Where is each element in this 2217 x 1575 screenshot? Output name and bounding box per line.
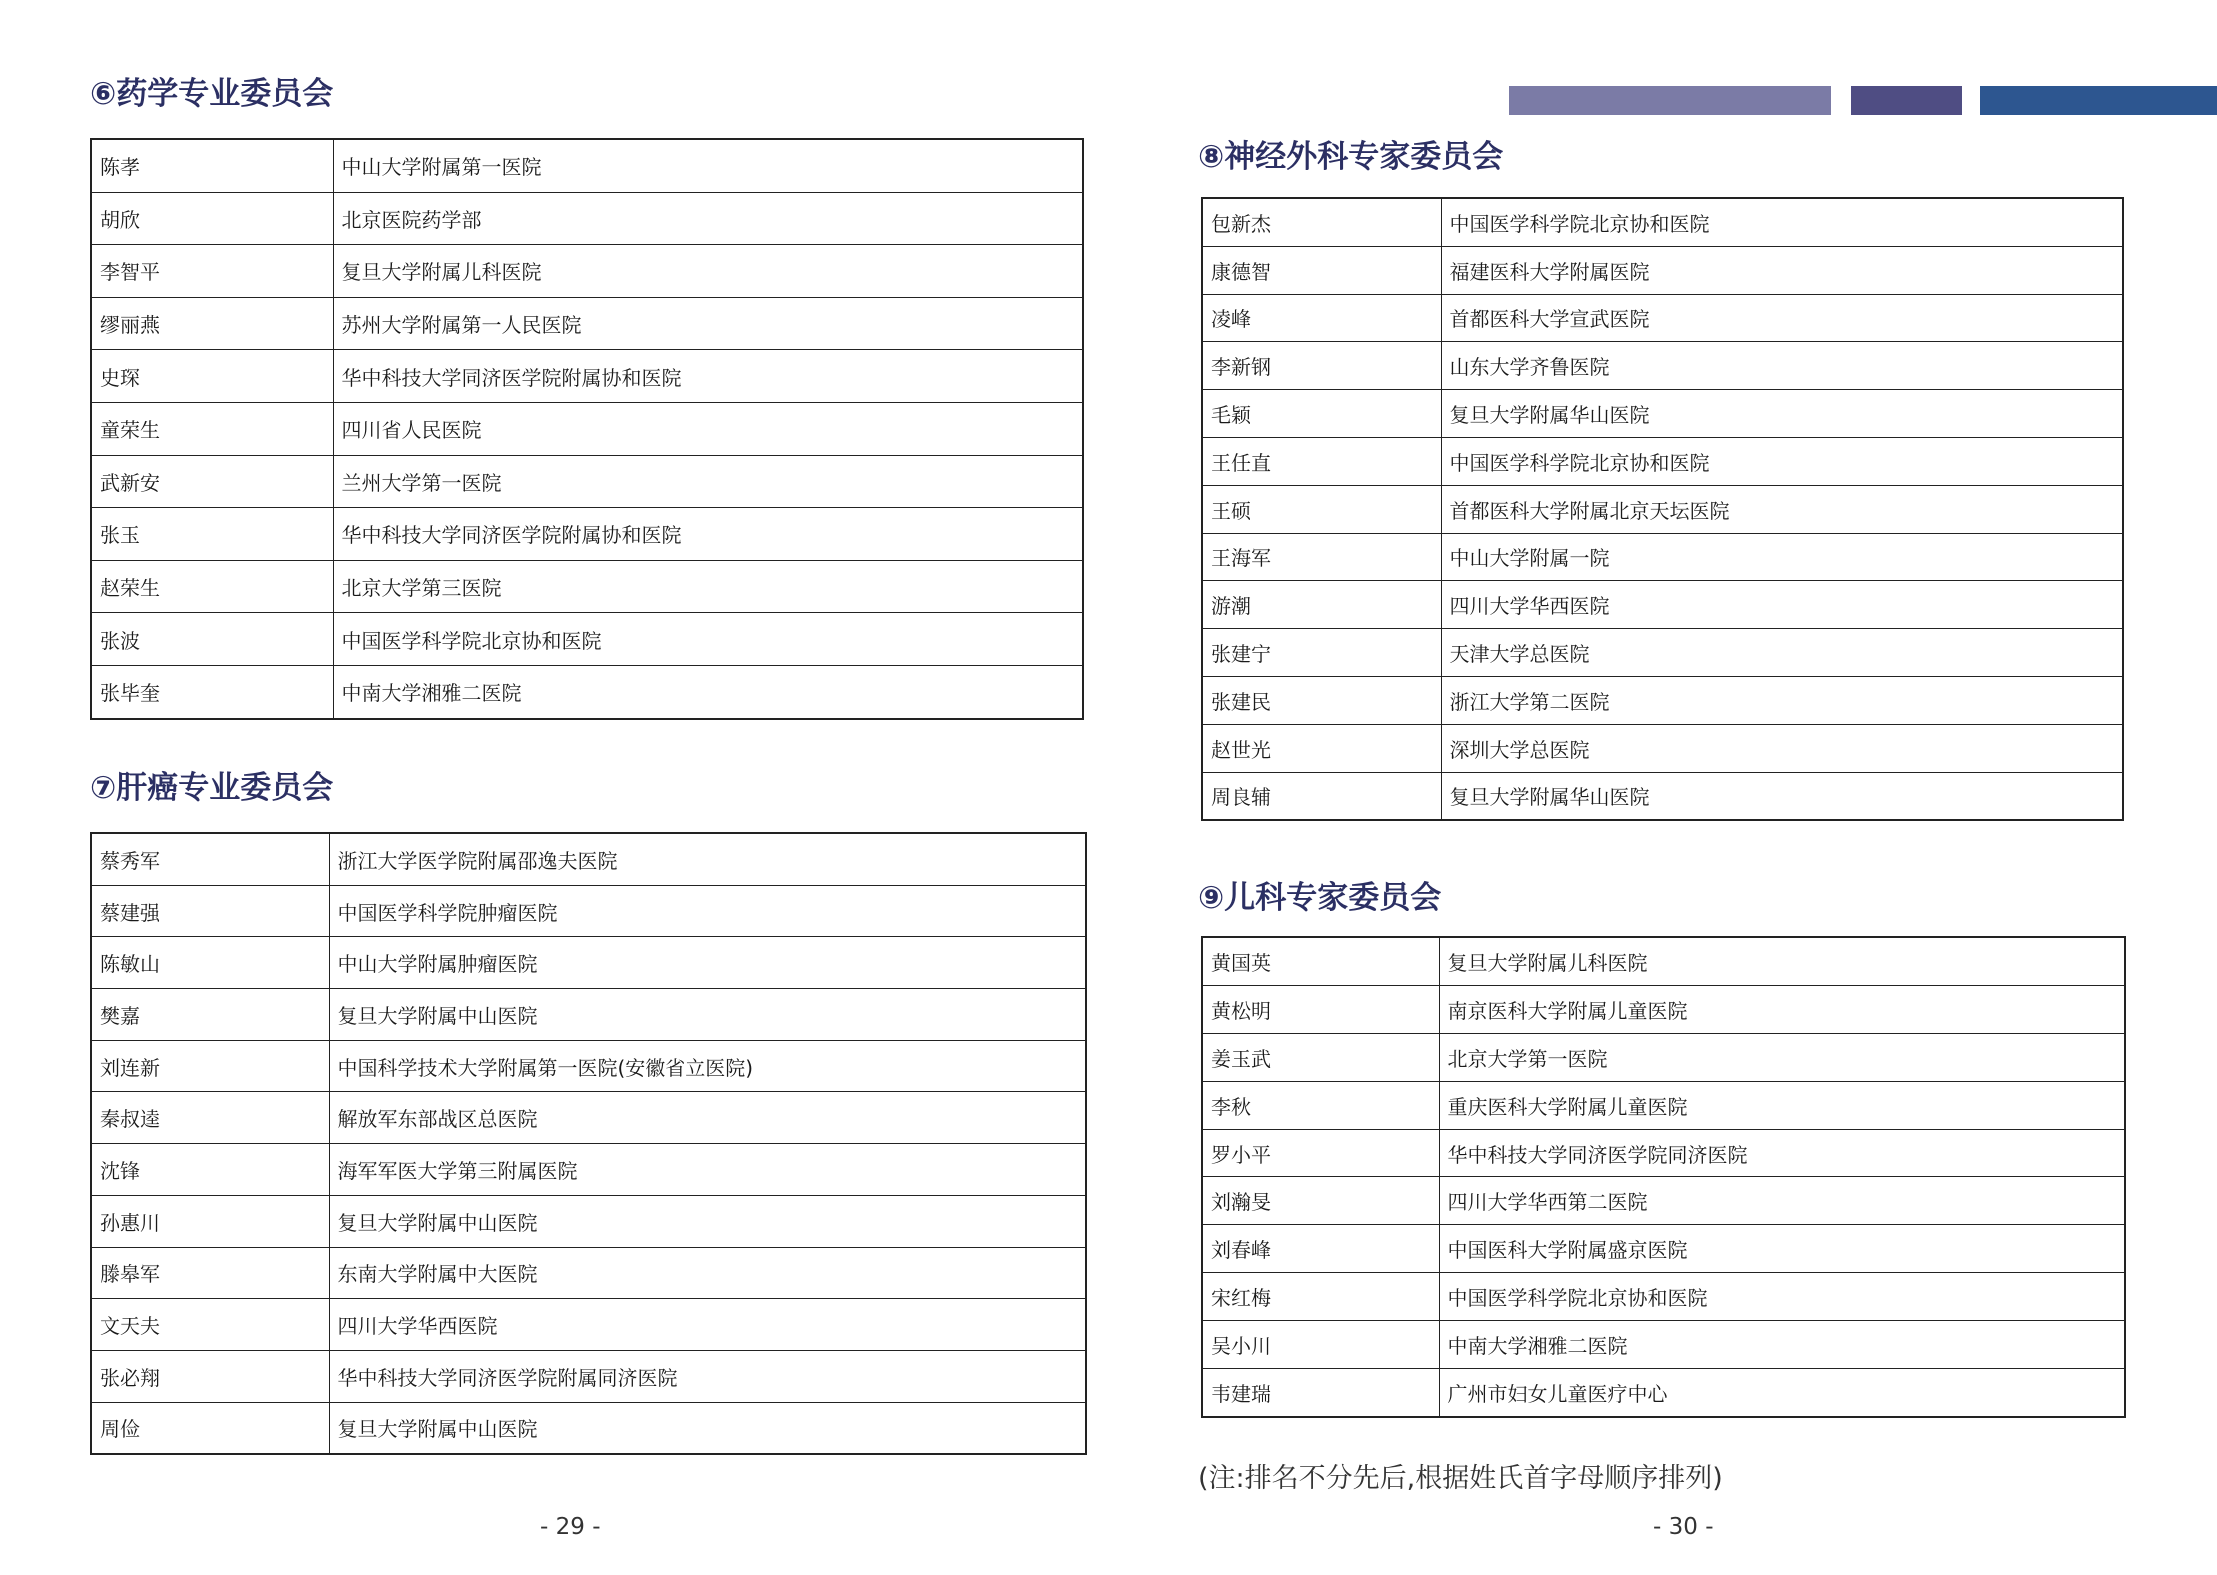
table-row (1202, 1129, 2125, 1177)
member-hospital: 北京大学第三医院 (333, 560, 1083, 613)
member-hospital: 中国医科大学附属盛京医院 (1439, 1225, 2125, 1273)
member-name: 蔡秀军 (91, 833, 329, 885)
member-hospital: 中国医学科学院北京协和医院 (1441, 437, 2123, 485)
member-hospital: 复旦大学附属中山医院 (329, 989, 1086, 1041)
member-name: 张波 (91, 613, 333, 666)
table-row (1202, 772, 2123, 820)
table-row (91, 1092, 1086, 1144)
member-name: 陈敏山 (91, 937, 329, 989)
member-name: 王任直 (1202, 437, 1441, 485)
member-hospital: 华中科技大学同济医学院同济医院 (1439, 1129, 2125, 1177)
table-row (91, 1402, 1086, 1454)
member-hospital: 复旦大学附属中山医院 (329, 1195, 1086, 1247)
member-name: 张玉 (91, 508, 333, 561)
table-row (1202, 937, 2125, 985)
table-row (1202, 246, 2123, 294)
member-name: 沈锋 (91, 1144, 329, 1196)
member-hospital: 南京医科大学附属儿童医院 (1439, 985, 2125, 1033)
table-row (91, 1040, 1086, 1092)
table-row (1202, 676, 2123, 724)
member-hospital: 华中科技大学同济医学院附属协和医院 (333, 350, 1083, 403)
table-row (91, 1195, 1086, 1247)
member-name: 秦叔逵 (91, 1092, 329, 1144)
member-hospital: 中山大学附属一院 (1441, 533, 2123, 581)
member-name: 罗小平 (1202, 1129, 1439, 1177)
member-name: 刘连新 (91, 1040, 329, 1092)
table-row (91, 297, 1083, 350)
member-hospital: 复旦大学附属华山医院 (1441, 772, 2123, 820)
member-hospital: 复旦大学附属儿科医院 (333, 245, 1083, 298)
liver-cancer-committee-table (90, 832, 1087, 1455)
table-row (91, 1299, 1086, 1351)
table-row (91, 833, 1086, 885)
member-name: 吴小川 (1202, 1321, 1439, 1369)
table-row (1202, 985, 2125, 1033)
member-hospital: 浙江大学医学院附属邵逸夫医院 (329, 833, 1086, 885)
page-number-left: - 29 - (540, 1514, 601, 1540)
table-row (1202, 437, 2123, 485)
table-row (1202, 485, 2123, 533)
member-name: 赵世光 (1202, 724, 1441, 772)
member-hospital: 山东大学齐鲁医院 (1441, 342, 2123, 390)
member-hospital: 重庆医科大学附属儿童医院 (1439, 1081, 2125, 1129)
member-name: 文天夫 (91, 1299, 329, 1351)
member-hospital: 中南大学湘雅二医院 (333, 665, 1083, 718)
member-name: 张必翔 (91, 1350, 329, 1402)
member-name: 滕皋军 (91, 1247, 329, 1299)
table-row (1202, 342, 2123, 390)
member-name: 史琛 (91, 350, 333, 403)
member-name: 姜玉武 (1202, 1033, 1439, 1081)
member-hospital: 华中科技大学同济医学院附属协和医院 (333, 508, 1083, 561)
table-row (1202, 198, 2123, 246)
member-name: 宋红梅 (1202, 1273, 1439, 1321)
member-hospital: 苏州大学附属第一人民医院 (333, 297, 1083, 350)
member-name: 李智平 (91, 245, 333, 298)
table-row (1202, 533, 2123, 581)
table-row (1202, 1033, 2125, 1081)
member-name: 童荣生 (91, 402, 333, 455)
table-row (1202, 1225, 2125, 1273)
ordering-footnote: (注:排名不分先后,根据姓氏首字母顺序排列) (1198, 1463, 1723, 1494)
member-name: 蔡建强 (91, 885, 329, 937)
table-row (1202, 629, 2123, 677)
member-name: 毛颖 (1202, 390, 1441, 438)
table-row (1202, 390, 2123, 438)
member-name: 缪丽燕 (91, 297, 333, 350)
section-title-liver-cancer: ⑦肝癌专业委员会 (90, 770, 334, 806)
member-name: 刘春峰 (1202, 1225, 1439, 1273)
member-name: 樊嘉 (91, 989, 329, 1041)
member-hospital: 深圳大学总医院 (1441, 724, 2123, 772)
table-row (1202, 1081, 2125, 1129)
member-hospital: 四川大学华西医院 (1441, 581, 2123, 629)
table-row (1202, 1273, 2125, 1321)
table-row (91, 937, 1086, 989)
member-name: 黄松明 (1202, 985, 1439, 1033)
member-name: 孙惠川 (91, 1195, 329, 1247)
member-hospital: 复旦大学附属中山医院 (329, 1402, 1086, 1454)
table-row (1202, 581, 2123, 629)
member-name: 韦建瑞 (1202, 1369, 1439, 1417)
member-name: 刘瀚旻 (1202, 1177, 1439, 1225)
member-hospital: 北京大学第一医院 (1439, 1033, 2125, 1081)
member-name: 黄国英 (1202, 937, 1439, 985)
table-row (91, 989, 1086, 1041)
table-row (91, 455, 1083, 508)
table-row (91, 560, 1083, 613)
member-hospital: 解放军东部战区总医院 (329, 1092, 1086, 1144)
member-hospital: 华中科技大学同济医学院附属同济医院 (329, 1350, 1086, 1402)
member-hospital: 首都医科大学附属北京天坛医院 (1441, 485, 2123, 533)
member-name: 张建宁 (1202, 629, 1441, 677)
member-hospital: 中国医学科学院北京协和医院 (1439, 1273, 2125, 1321)
table-row (1202, 294, 2123, 342)
member-name: 陈孝 (91, 139, 333, 192)
table-row (1202, 1177, 2125, 1225)
member-name: 李新钢 (1202, 342, 1441, 390)
member-hospital: 中山大学附属肿瘤医院 (329, 937, 1086, 989)
member-hospital: 福建医科大学附属医院 (1441, 246, 2123, 294)
member-name: 胡欣 (91, 192, 333, 245)
table-row (91, 192, 1083, 245)
pediatrics-committee-table (1201, 936, 2126, 1418)
member-hospital: 复旦大学附属儿科医院 (1439, 937, 2125, 985)
member-hospital: 中国医学科学院北京协和医院 (333, 613, 1083, 666)
member-hospital: 海军军医大学第三附属医院 (329, 1144, 1086, 1196)
member-name: 包新杰 (1202, 198, 1441, 246)
member-hospital: 广州市妇女儿童医疗中心 (1439, 1369, 2125, 1417)
member-hospital: 中国科学技术大学附属第一医院(安徽省立医院) (329, 1040, 1086, 1092)
section-title-pharmacy: ⑥药学专业委员会 (90, 76, 334, 112)
member-hospital: 兰州大学第一医院 (333, 455, 1083, 508)
table-row (91, 508, 1083, 561)
member-hospital: 四川大学华西医院 (329, 1299, 1086, 1351)
table-row (91, 1144, 1086, 1196)
table-row (91, 665, 1083, 718)
member-hospital: 北京医院药学部 (333, 192, 1083, 245)
pharmacy-committee-table (90, 138, 1084, 720)
table-row (91, 1247, 1086, 1299)
table-row (91, 139, 1083, 192)
page-number-right: - 30 - (1653, 1514, 1714, 1540)
header-decor-bar-dark (1980, 86, 2217, 115)
member-name: 武新安 (91, 455, 333, 508)
member-hospital: 中国医学科学院北京协和医院 (1441, 198, 2123, 246)
table-row (91, 245, 1083, 298)
member-hospital: 浙江大学第二医院 (1441, 676, 2123, 724)
section-title-pediatrics: ⑨儿科专家委员会 (1198, 880, 1442, 916)
member-hospital: 中山大学附属第一医院 (333, 139, 1083, 192)
member-hospital: 东南大学附属中大医院 (329, 1247, 1086, 1299)
member-hospital: 四川大学华西第二医院 (1439, 1177, 2125, 1225)
member-hospital: 天津大学总医院 (1441, 629, 2123, 677)
header-decor-bar-light (1509, 86, 1831, 115)
member-hospital: 中国医学科学院肿瘤医院 (329, 885, 1086, 937)
member-name: 王海军 (1202, 533, 1441, 581)
member-hospital: 首都医科大学宣武医院 (1441, 294, 2123, 342)
member-name: 王硕 (1202, 485, 1441, 533)
table-row (91, 885, 1086, 937)
table-row (1202, 1321, 2125, 1369)
member-hospital: 四川省人民医院 (333, 402, 1083, 455)
member-hospital: 中南大学湘雅二医院 (1439, 1321, 2125, 1369)
table-row (91, 350, 1083, 403)
table-row (1202, 1369, 2125, 1417)
member-name: 周良辅 (1202, 772, 1441, 820)
header-decor-bar-mid (1851, 86, 1962, 115)
table-row (91, 613, 1083, 666)
member-name: 李秋 (1202, 1081, 1439, 1129)
member-name: 周俭 (91, 1402, 329, 1454)
member-name: 张建民 (1202, 676, 1441, 724)
member-hospital: 复旦大学附属华山医院 (1441, 390, 2123, 438)
table-row (1202, 724, 2123, 772)
neurosurgery-committee-table (1201, 197, 2124, 821)
member-name: 张毕奎 (91, 665, 333, 718)
table-row (91, 402, 1083, 455)
member-name: 赵荣生 (91, 560, 333, 613)
section-title-neurosurgery: ⑧神经外科专家委员会 (1198, 139, 1504, 175)
table-row (91, 1350, 1086, 1402)
member-name: 游潮 (1202, 581, 1441, 629)
member-name: 康德智 (1202, 246, 1441, 294)
member-name: 凌峰 (1202, 294, 1441, 342)
